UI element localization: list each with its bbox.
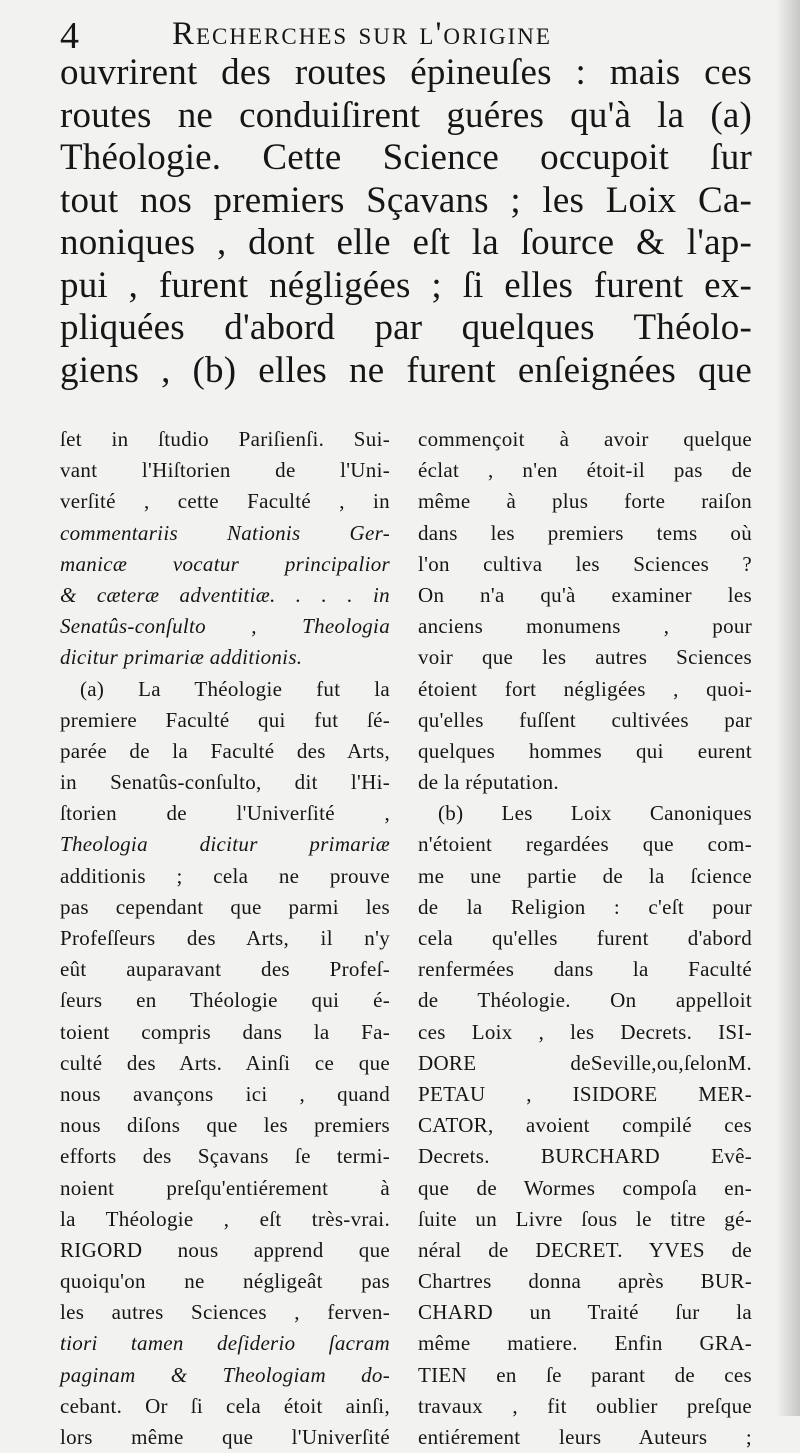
footnote-line: ſeurs en Théologie qui é- (60, 988, 390, 1013)
footnotes-left-column (60, 424, 390, 1453)
footnote-line: toient compris dans la Fa- (60, 1019, 390, 1044)
footnote-line: vant l'Hiſtorien de l'Uni- (60, 458, 390, 483)
footnote-line: & cæteræ adventitiæ. . . . in (60, 582, 390, 607)
main-text-line: routes ne conduiſirent guéres qu'à la (a) (60, 94, 752, 136)
footnote-line: ſuite un Livre ſous le titre gé- (418, 1206, 752, 1231)
footnote-line: commentariis Nationis Ger- (60, 520, 390, 545)
footnote-line: ſet in ſtudio Pariſienſi. Sui- (60, 427, 390, 451)
footnote-line: néral de DECRET. YVES de (418, 1237, 752, 1262)
page-number: 4 (60, 15, 79, 57)
footnote-line: anciens monumens , pour (418, 614, 752, 639)
footnote-line: travaux , fit oublier preſque (418, 1393, 752, 1418)
footnote-line: de la réputation. (418, 770, 559, 795)
footnote-line: culté des Arts. Ainſi ce que (60, 1050, 390, 1075)
footnote-line: même à plus forte raiſon (418, 489, 752, 514)
footnote-line: cela qu'elles furent d'abord (418, 926, 752, 950)
footnotes-right-column (418, 424, 752, 1453)
footnote-line: que de Wormes compoſa en- (418, 1175, 752, 1200)
main-text-line: noniques , dont elle eſt la ſource & l'ap- (60, 222, 752, 263)
footnote-line: lors même que l'Univerſité (60, 1425, 390, 1449)
footnote-line: parée de la Faculté des Arts, (60, 738, 390, 763)
footnote-line: entiérement leurs Auteurs ; (418, 1425, 752, 1449)
footnote-line: commençoit à avoir quelque (418, 427, 752, 451)
footnote-line: quelques hommes qui eurent (418, 738, 752, 763)
footnote-line: cebant. Or ſi cela étoit ainſi, (60, 1393, 390, 1418)
footnote-line: premiere Faculté qui fut ſé- (60, 707, 390, 732)
footnote-line: nous avançons ici , quand (60, 1081, 390, 1106)
footnote-line: verſité , cette Faculté , in (60, 489, 390, 514)
footnote-line: Senatûs-conſulto , Theologia (60, 614, 390, 639)
footnote-line: de la Religion : c'eſt pour (418, 894, 752, 919)
footnote-line: Profeſſeurs des Arts, il n'y (60, 926, 390, 950)
footnote-line: ces Loix , les Decrets. ISI- (418, 1019, 752, 1044)
footnote-line: tiori tamen deſiderio ſacram (60, 1331, 390, 1356)
footnote-line: dans les premiers tems où (418, 520, 752, 545)
running-title: Recherches sur l'origine (172, 16, 552, 52)
footnote-line: quoiqu'on ne négligeât pas (60, 1269, 390, 1294)
footnote-line: in Senatûs-conſulto, dit l'Hi- (60, 770, 390, 795)
main-text-line: pliquées d'abord par quelques Théolo- (60, 307, 752, 348)
footnote-line: (a) La Théologie fut la (80, 676, 390, 701)
footnote-line: étoient fort négligées , quoi- (418, 676, 752, 701)
footnote-line: qu'elles fuſſent cultivées par (418, 707, 752, 732)
footnote-line: me une partie de la ſcience (418, 863, 752, 888)
footnote-line: RIGORD nous apprend que (60, 1237, 390, 1262)
footnote-line: n'étoient regardées que com- (418, 832, 752, 857)
main-text-line: pui , furent négligées ; ſi elles furent ex- (60, 264, 752, 306)
footnote-line: éclat , n'en étoit-il pas de (418, 458, 752, 483)
footnote-line: de Théologie. On appelloit (418, 988, 752, 1013)
main-text-line: tout nos premiers Sçavans ; les Loix Ca- (60, 179, 752, 221)
footnote-line: additionis ; cela ne prouve (60, 863, 390, 888)
main-text-line: ouvrirent des routes épineuſes : mais ces (60, 52, 752, 93)
page-edge-shadow (776, 0, 800, 1416)
footnote-line: renfermées dans la Faculté (418, 957, 752, 982)
footnote-line: les autres Sciences , ferven- (60, 1300, 390, 1325)
main-text-line: Théologie. Cette Science occupoit ſur (60, 137, 752, 178)
footnote-line: voir que les autres Sciences (418, 645, 752, 670)
footnote-line: paginam & Theologiam do- (60, 1362, 390, 1387)
footnote-line: nous diſons que les premiers (60, 1113, 390, 1138)
footnote-line: noient preſqu'entiérement à (60, 1175, 390, 1200)
footnote-line: l'on cultiva les Sciences ? (418, 551, 752, 576)
footnote-line: même matiere. Enfin GRA- (418, 1331, 752, 1356)
footnote-line: DORE deSeville,ou,ſelonM. (418, 1050, 752, 1075)
footnote-line: eût auparavant des Profeſ- (60, 957, 390, 982)
footnote-line: Theologia dicitur primariæ (60, 832, 390, 857)
footnote-line: (b) Les Loix Canoniques (438, 801, 752, 826)
footnote-line: ſtorien de l'Univerſité , (60, 801, 390, 826)
footnote-line: PETAU , ISIDORE MER- (418, 1081, 752, 1106)
footnote-line: Decrets. BURCHARD Evê- (418, 1144, 752, 1169)
footnote-line: la Théologie , eſt très-vrai. (60, 1206, 390, 1231)
footnote-line: efforts des Sçavans ſe termi- (60, 1144, 390, 1169)
footnote-line: Chartres donna après BUR- (418, 1269, 752, 1294)
main-text-line: giens , (b) elles ne furent enſeignées que (60, 349, 752, 391)
main-text-block (60, 52, 752, 392)
footnote-line: manicæ vocatur principalior (60, 551, 390, 576)
footnote-line: CHARD un Traité ſur la (418, 1300, 752, 1325)
footnote-line: dicitur primariæ additionis. (60, 645, 303, 670)
footnote-line: CATOR, avoient compilé ces (418, 1113, 752, 1138)
footnote-line: On n'a qu'à examiner les (418, 582, 752, 607)
footnote-line: TIEN en ſe parant de ces (418, 1362, 752, 1387)
footnote-line: pas cependant que parmi les (60, 894, 390, 919)
